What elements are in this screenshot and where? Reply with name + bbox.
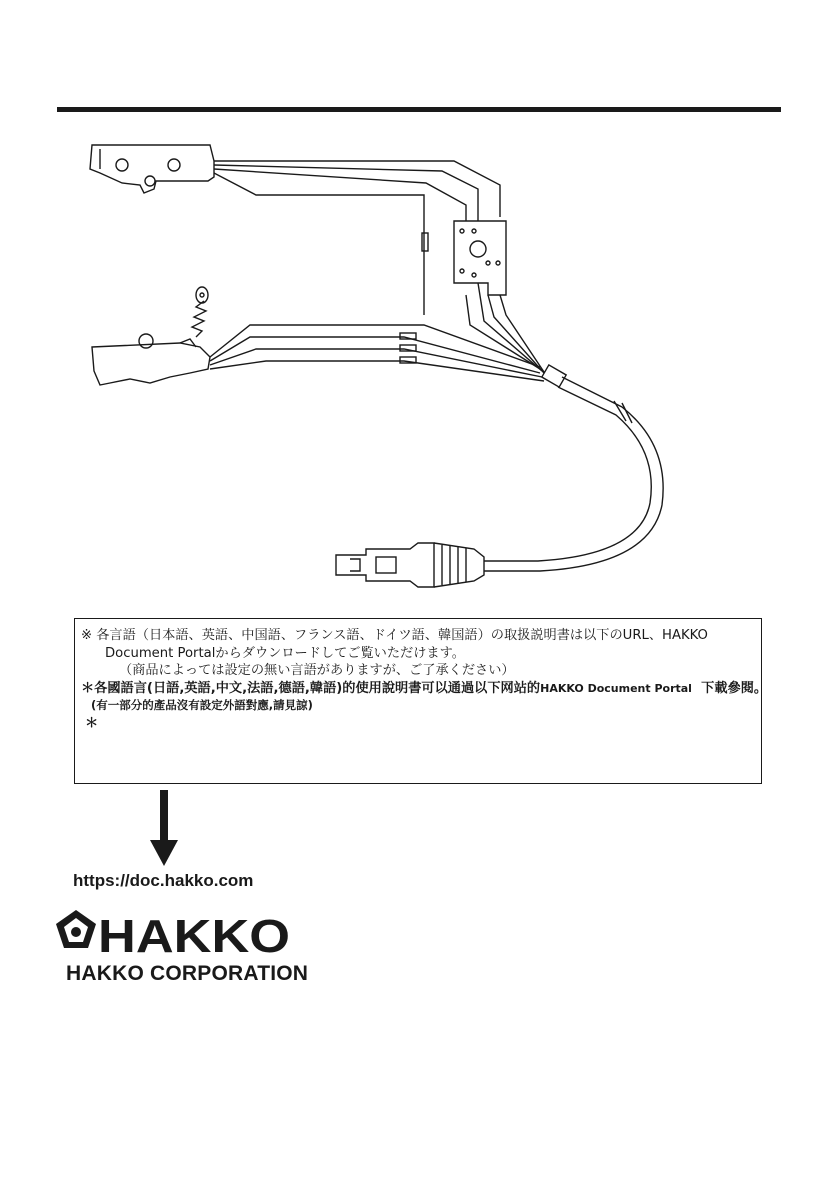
main-cable: [484, 365, 663, 571]
notice-chinese-line-1: [81, 680, 768, 698]
notice-portal-name: HAKKO Document Portal: [540, 681, 692, 695]
upper-tweezer-arm: [90, 145, 214, 193]
notice-japanese-line-2: Document Portalからダウンロードしてご覧いただけます。: [105, 645, 465, 661]
notice-empty-bullet: ＊: [85, 715, 99, 731]
notice-chinese-line-1-a: ＊各國語言(日語,英語,中文,法語,德語,韓語)的使用說明書可以通過以下网站的: [81, 680, 541, 696]
down-arrow-icon: [148, 790, 180, 868]
hakko-emblem-icon: [56, 910, 96, 948]
top-rule: [57, 107, 781, 112]
lower-wires: [210, 283, 546, 381]
notice-japanese-line-1: ※ 各言語（日本語、英語、中国語、フランス語、ドイツ語、韓国語）の取扱説明書は以下のURL、HAKKO: [81, 628, 708, 643]
hakko-wordmark: HAKKO: [98, 910, 290, 958]
doc-portal-url[interactable]: https://doc.hakko.com: [73, 871, 254, 890]
connector-board: [454, 221, 506, 295]
language-notice-box: [74, 618, 768, 784]
notice-chinese-line-1-c: 下載參閱。: [701, 680, 768, 696]
hakko-logo: [54, 908, 294, 958]
company-name: HAKKO CORPORATION: [66, 962, 309, 985]
notice-japanese-line-3: （商品によっては設定の無い言語がありますが、ご了承ください）: [119, 663, 515, 678]
lower-tweezer-arm: [92, 287, 210, 385]
tweezer-wiring-diagram: [70, 125, 710, 605]
plug-connector: [336, 543, 484, 587]
notice-chinese-line-2: (有一部分的產品沒有設定外語對應,請見諒): [91, 698, 313, 712]
